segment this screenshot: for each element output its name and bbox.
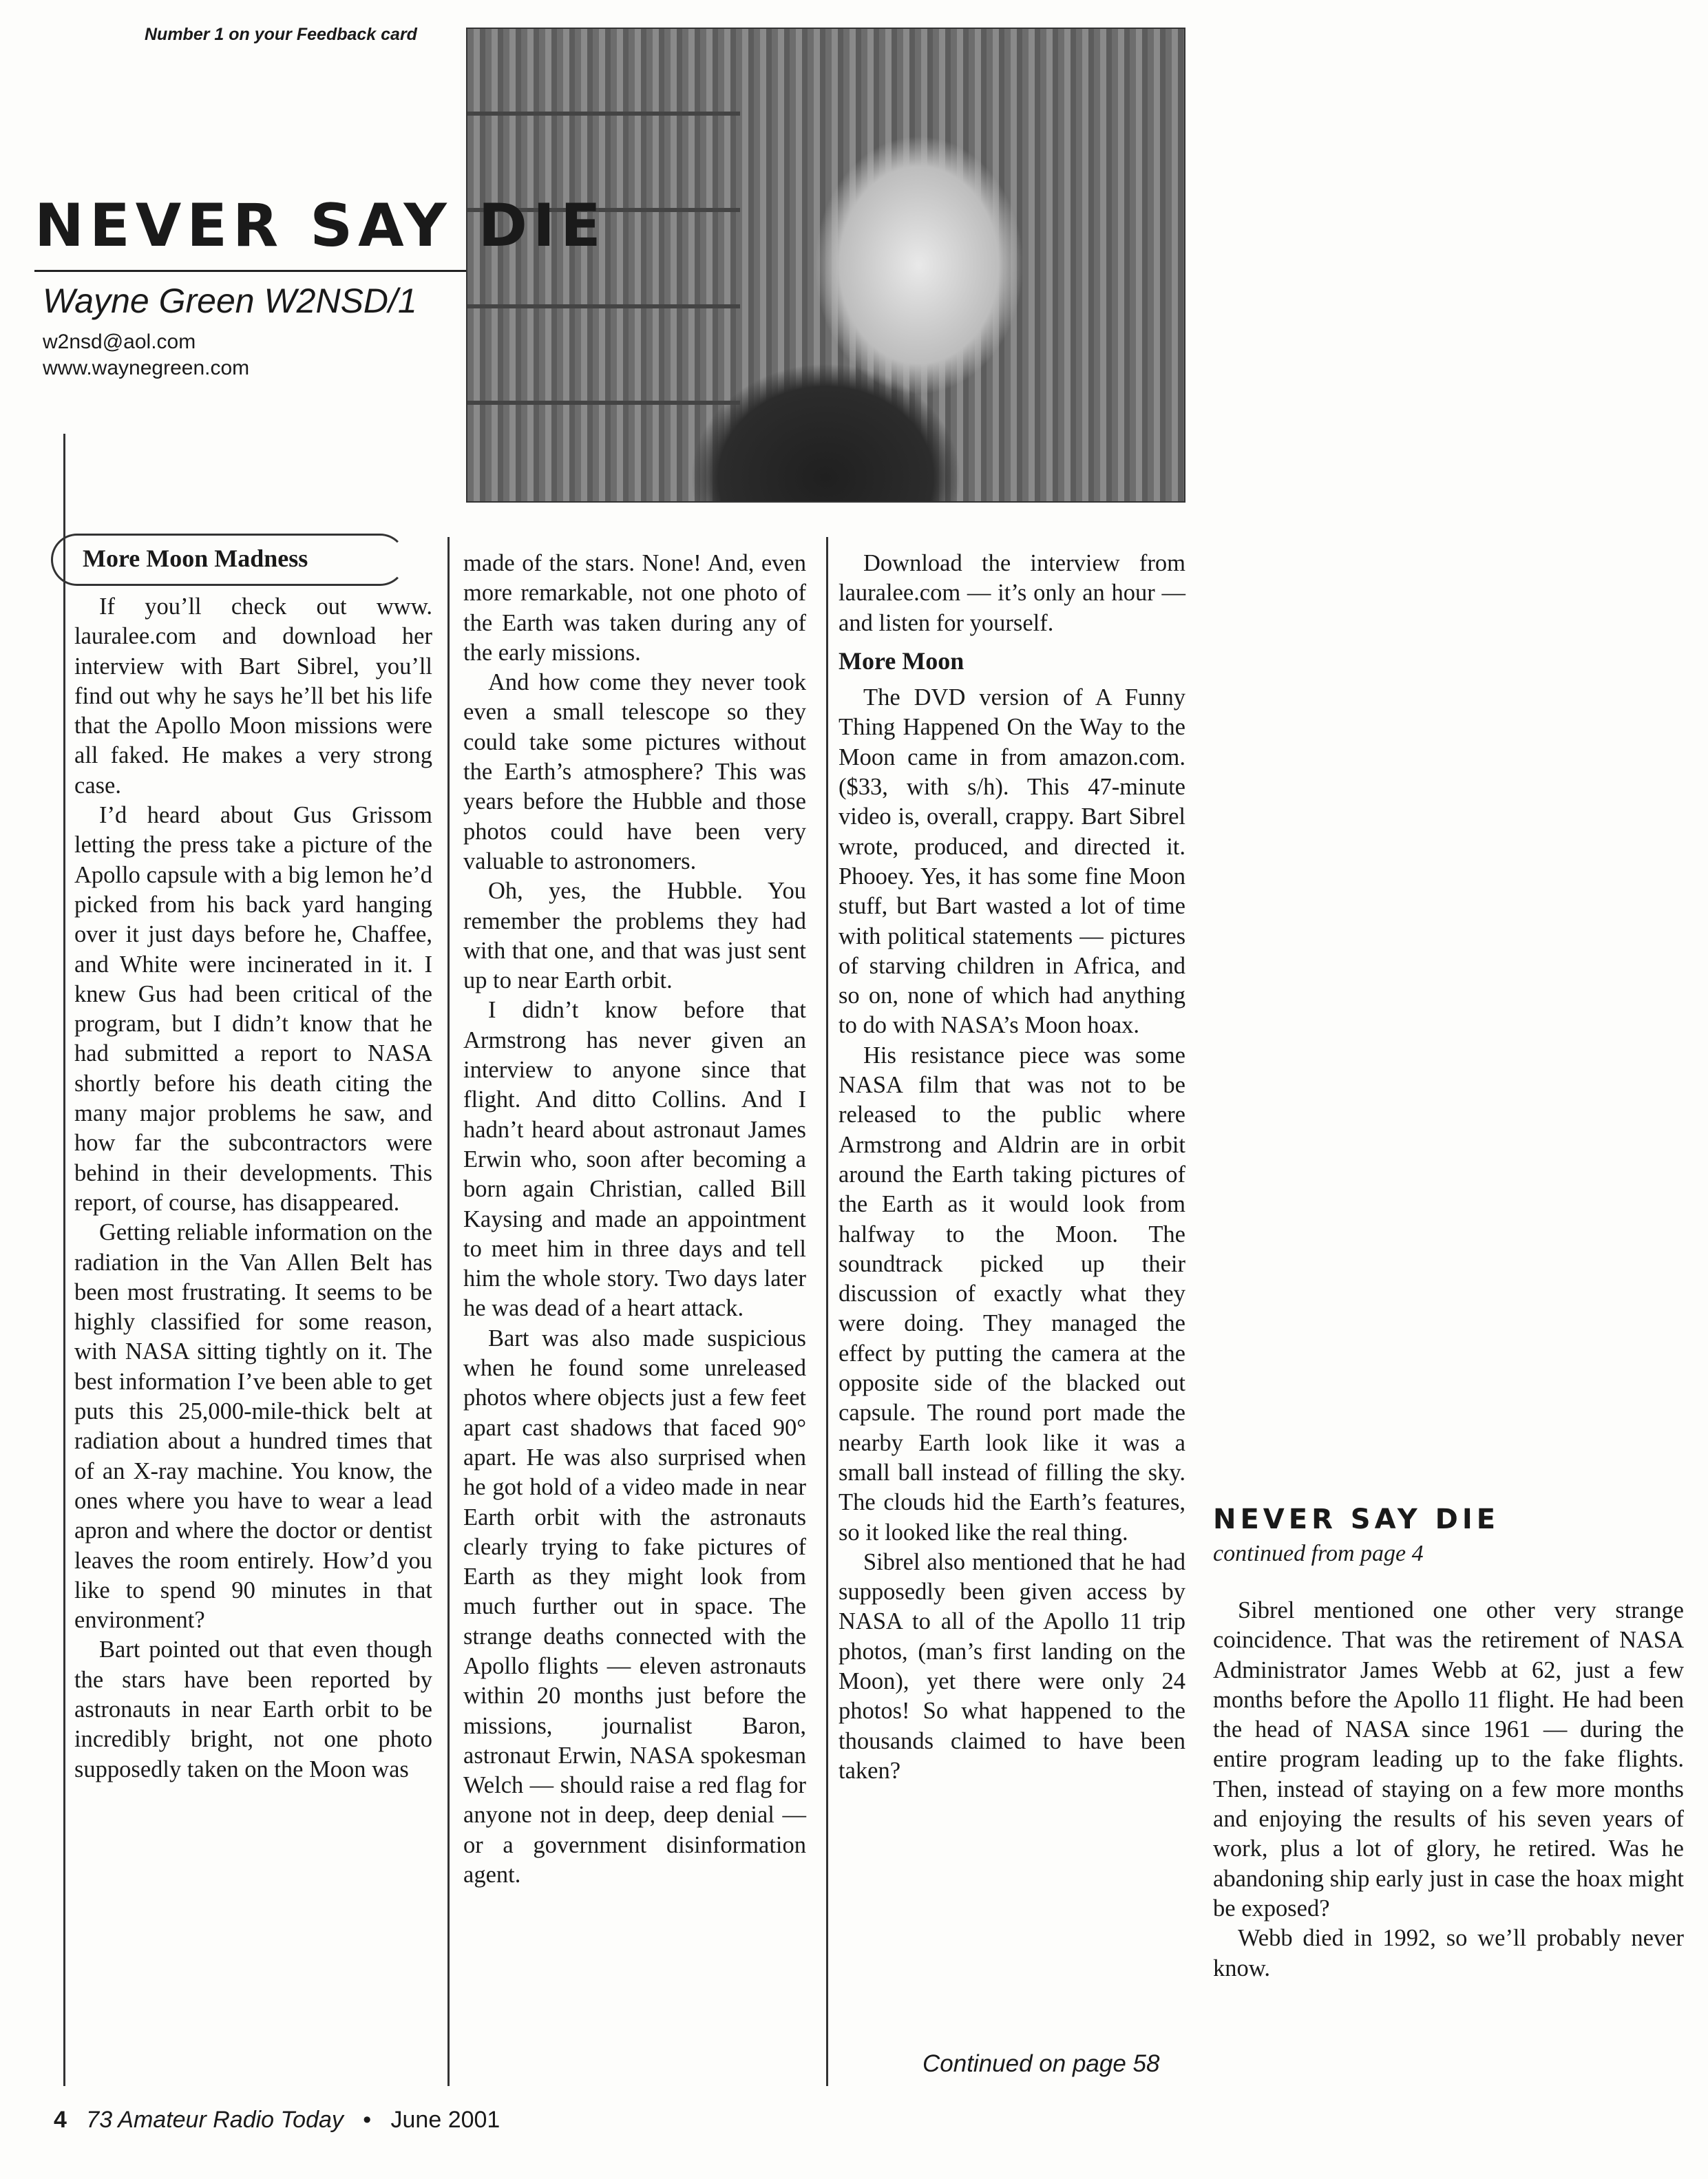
feedback-note: Number 1 on your Feedback card xyxy=(145,25,417,44)
paragraph: Sibrel also mentioned that he had supposedly been given access by NASA to all of the Apollo 11 trip photos, (man’s first landing on the Moon), yet there were only 24 photos! So what happened to the thousands claimed to have been taken? xyxy=(839,1548,1185,1784)
paragraph: Oh, yes, the Hubble. You remember the problems they had with that one, and that was just sent up to near Earth orbit. xyxy=(463,878,806,994)
column-title: NEVER SAY DIE xyxy=(34,191,607,260)
title-rule xyxy=(34,270,466,272)
author-website: www.waynegreen.com xyxy=(43,357,250,379)
column-divider xyxy=(826,537,828,2086)
column-divider xyxy=(63,434,65,2086)
paragraph: I’d heard about Gus Grissom letting the press take a picture of the Apollo capsule with a big lemon he’d picked from his back yard hanging over it just days before he, Chaffee, and White were incinerated in it. I knew Gus had been critical of the program, but I didn’t know that he had submitted a report to NASA shortly before his death citing the many major problems he saw, and how far the subcontractors were behind in their developments. This report, of course, has disappeared. xyxy=(74,802,432,1216)
paragraph: I didn’t know before that Armstrong has never given an interview to anyone since that flight. And ditto Collins. And I hadn’t heard about astronaut James Erwin who, soon after becoming a born again Christian, called Bill Kaysing and made an appointment to meet him in three days and tell him the whole story. Two days later he was dead of a heart attack. xyxy=(463,997,806,1322)
continuation-column xyxy=(1213,1596,1684,1983)
article-column-1 xyxy=(74,545,432,1785)
column-divider xyxy=(447,537,450,2086)
author-photo xyxy=(466,28,1185,503)
continued-on-note: Continued on page 58 xyxy=(922,2050,1160,2077)
footer-bullet: • xyxy=(363,2107,372,2133)
paragraph: Download the interview from lauralee.com — it’s only an hour — and listen for yourself. xyxy=(839,550,1185,636)
paragraph: Getting reliable information on the radiation in the Van Allen Belt has been most frustrating. It seems to be highly classified for some reason, with NASA sitting tightly on it. The best information I’ve been able to get puts this 25,000-mile-thick belt at radiation about a hundred times that of an X-ray machine. You know, the ones where you have to wear a lead apron and where the doctor or dentist leaves the room entirely. How’d you like to spend 90 minutes in that environment? xyxy=(74,1219,432,1634)
continued-from-note: continued from page 4 xyxy=(1213,1541,1424,1566)
paragraph: Bart was also made suspicious when he found some unreleased photos where objects just a few feet apart cast shadows that faced 90° apart. He was also surprised when he got hold of a video made in near Earth orbit with the astronauts clearly trying to fake pictures of Earth as they might look from much further out in space. The strange deaths connected with the Apollo flights — eleven astronauts within 20 months just before the missions, journalist Baron, astronaut Erwin, NASA spokesman Welch — should raise a red flag for anyone not in deep, deep denial — or a government disinformation agent. xyxy=(463,1325,806,1888)
paragraph: made of the stars. None! And, even more remarkable, not one photo of the Earth was taken during any of the early missions. xyxy=(463,550,806,666)
page-number: 4 xyxy=(54,2107,67,2133)
section-heading: More Moon xyxy=(839,646,964,675)
paragraph: Webb died in 1992, so we’ll probably never know. xyxy=(1213,1925,1684,1981)
issue-date: June 2001 xyxy=(390,2107,500,2133)
magazine-name: 73 Amateur Radio Today xyxy=(86,2107,344,2133)
page-footer xyxy=(54,2107,500,2134)
paragraph: And how come they never took even a small telescope so they could take some pictures without the Earth’s atmosphere? This was years before the Hubble and those photos could have been very valuable to astronomers. xyxy=(463,669,806,874)
section-heading: More Moon Madness xyxy=(83,545,308,572)
author-email: w2nsd@aol.com xyxy=(43,330,196,353)
paragraph: His resistance piece was some NASA film that was not to be released to the public where Armstrong and Aldrin are in orbit around the Earth taking pictures of the Earth as it would look from halfway to the Moon. The soundtrack picked up their discussion of exactly what they were doing. They managed the effect by putting the camera at the opposite side of the blacked out capsule. The round port made the nearby Earth look like it was a small ball instead of filling the sky. The clouds hid the Earth’s features, so it looked like the real thing. xyxy=(839,1042,1185,1546)
author-byline: Wayne Green W2NSD/1 xyxy=(43,282,417,320)
paragraph: Bart pointed out that even though the stars have been reported by astronauts in near Earth orbit to be incredibly bright, not one photo supposedly taken on the Moon was xyxy=(74,1636,432,1782)
paragraph: The DVD version of A Funny Thing Happened On the Way to the Moon came in from amazon.com. ($33, with s/h). This 47-minute video is, overall, crappy. Bart Sibrel wrote, produced, and directed it. Phooey. Yes, it has some fine Moon stuff, but Bart wasted a lot of time with political statements — pictures of starving children in Africa, and so on, none of which had anything to do with NASA’s Moon hoax. xyxy=(839,684,1185,1039)
article-column-3 xyxy=(839,549,1185,1786)
paragraph: If you’ll check out www. lauralee.com and download her interview with Bart Sibrel, you’ll find out why he says he’ll bet his life that the Apollo Moon missions were all faked. He makes a very strong case. xyxy=(74,593,432,799)
paragraph: Sibrel mentioned one other very strange coincidence. That was the retirement of NASA Administrator James Webb at 62, just a few months before the Apollo 11 flight. He had been the head of NASA since 1961 — during the entire program leading up to the fake flights. Then, instead of staying on a few more months and enjoying the results of his seven years of work, plus a lot of glory, he retired. Was he abandoning ship early just in case the hoax might be exposed? xyxy=(1213,1597,1684,1922)
continuation-title: NEVER SAY DIE xyxy=(1213,1504,1500,1535)
article-column-2 xyxy=(463,549,806,1890)
